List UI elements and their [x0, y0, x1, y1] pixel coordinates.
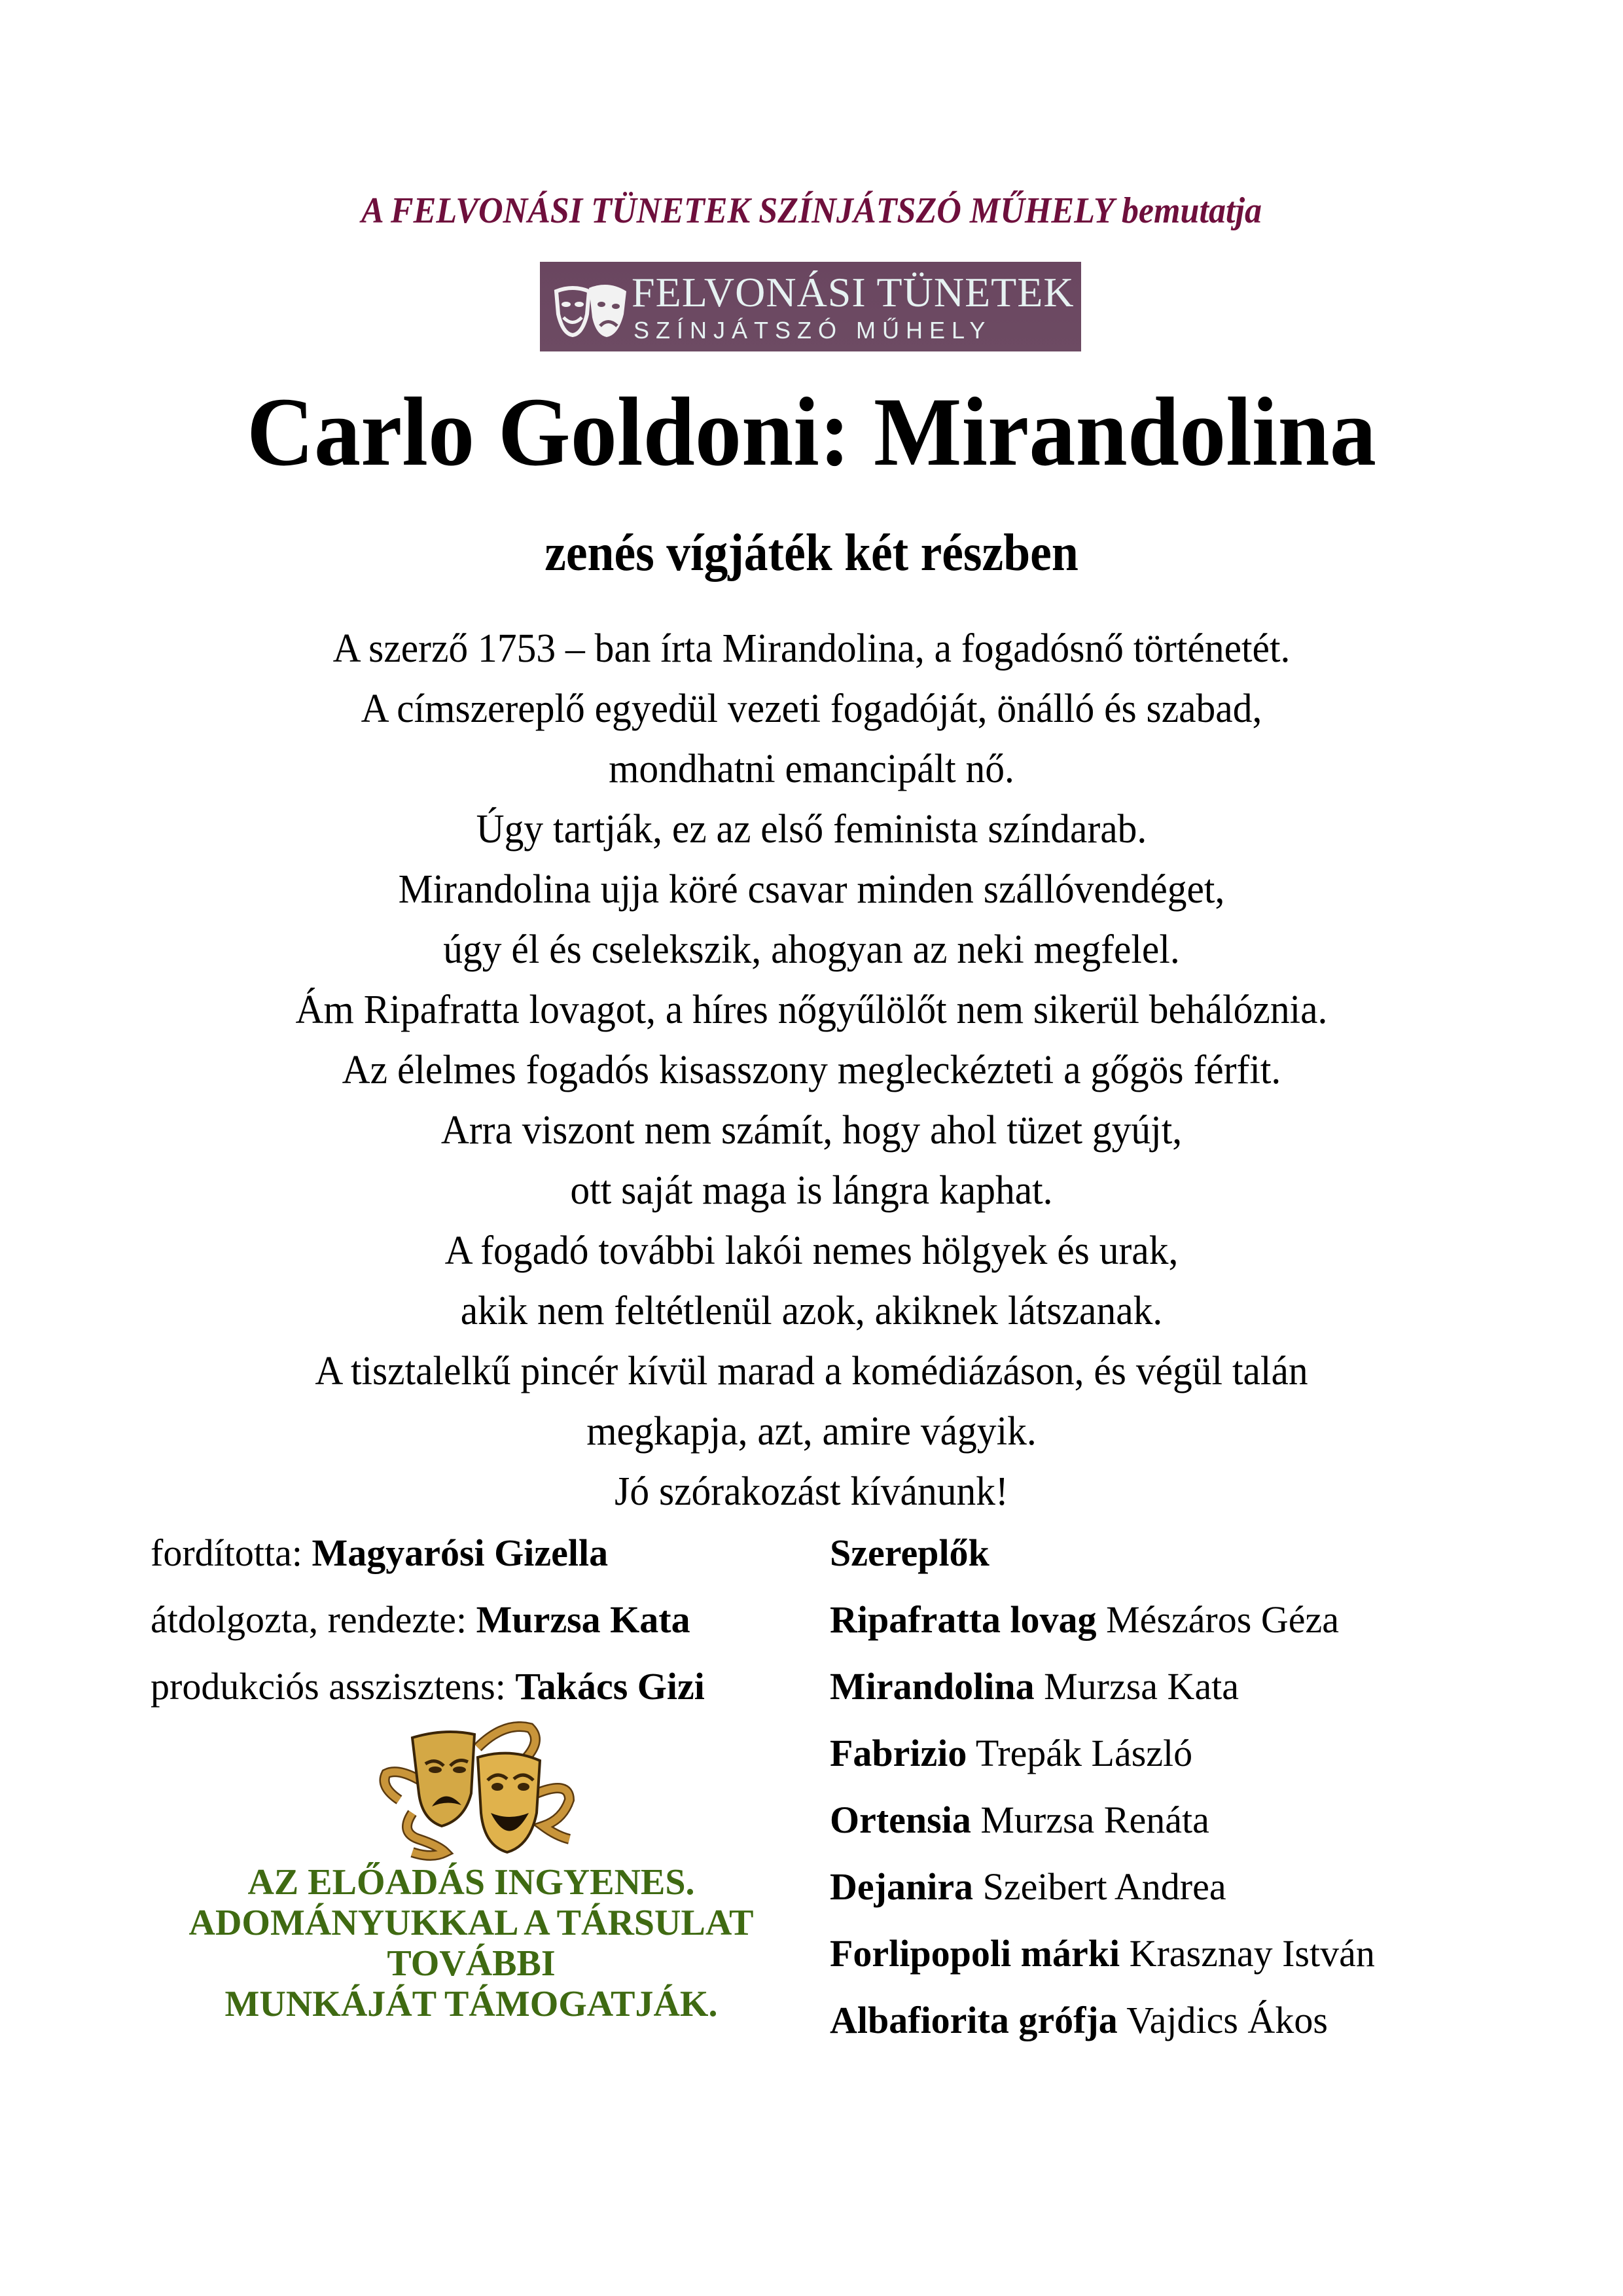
synopsis-line: megkapja, azt, amire vágyik.	[586, 1409, 1037, 1454]
synopsis-line: Úgy tartják, ez az első feminista színdarab.	[476, 807, 1147, 852]
credit-name: Magyarósi Gizella	[312, 1532, 609, 1574]
synopsis-line: Mirandolina ujja köré csavar minden szállóvendéget,	[398, 867, 1225, 912]
credits	[151, 1520, 705, 1720]
credit-row	[151, 1653, 705, 1720]
cast-actor: Mészáros Géza	[1106, 1598, 1339, 1641]
note-line: AZ ELŐADÁS INGYENES.	[247, 1862, 695, 1903]
cast-character: Dejanira	[830, 1865, 974, 1908]
cast-character: Forlipopoli márki	[830, 1932, 1120, 1975]
credit-row	[151, 1587, 705, 1653]
synopsis-line: Az élelmes fogadós kisasszony megleckézteti a gőgös férfit.	[342, 1048, 1281, 1092]
synopsis-line: A fogadó további lakói nemes hölgyek és urak,	[444, 1229, 1179, 1273]
logo-title: FELVONÁSI TÜNETEK	[632, 269, 1075, 315]
credit-role: átdolgozta, rendezte:	[151, 1598, 467, 1641]
logo-subtitle: SZÍNJÁTSZÓ MŰHELY	[633, 317, 992, 344]
credit-row	[151, 1520, 705, 1587]
synopsis-line: úgy él és cselekszik, ahogyan az neki megfelel.	[443, 927, 1180, 972]
cast-actor: Trepák László	[975, 1732, 1193, 1774]
cast-character: Mirandolina	[830, 1665, 1035, 1708]
synopsis-line: Arra viszont nem számít, hogy ahol tüzet gyújt,	[440, 1108, 1183, 1153]
cast-row	[830, 1854, 1375, 1920]
synopsis	[0, 619, 1623, 1522]
theater-masks-icon	[553, 281, 632, 340]
cast-character: Fabrizio	[830, 1732, 967, 1774]
cast-actor: Murzsa Kata	[1044, 1665, 1240, 1708]
free-admission-note	[144, 1862, 798, 2024]
credit-name: Murzsa Kata	[476, 1598, 690, 1641]
note-line: TOVÁBBI	[387, 1943, 556, 1984]
cast-row	[830, 1720, 1375, 1787]
cast-character: Ripafratta lovag	[830, 1598, 1097, 1641]
synopsis-line: Jó szórakozást kívánunk!	[615, 1469, 1008, 1514]
synopsis-line: Ám Ripafratta lovagot, a híres nőgyűlölőt nem sikerül behálóznia.	[295, 988, 1328, 1032]
synopsis-line: A címszereplő egyedül vezeti fogadóját, önálló és szabad,	[361, 687, 1262, 731]
note-line: ADOMÁNYUKKAL A TÁRSULAT	[188, 1903, 754, 1943]
play-title: Carlo Goldoni: Mirandolina	[246, 378, 1377, 486]
cast-actor: Murzsa Renáta	[980, 1799, 1209, 1841]
cast-character: Ortensia	[830, 1799, 971, 1841]
credit-role: fordította:	[151, 1532, 302, 1574]
cast-list	[830, 1520, 1375, 2054]
cast-heading: Szereplők	[830, 1532, 990, 1574]
cast-row	[830, 1587, 1375, 1653]
note-line: MUNKÁJÁT TÁMOGATJÁK.	[224, 1984, 718, 2024]
synopsis-line: akik nem feltétlenül azok, akiknek látszanak.	[460, 1289, 1163, 1333]
synopsis-line: mondhatni emancipált nő.	[609, 747, 1014, 791]
cast-row	[830, 1653, 1375, 1720]
presenter-line: A FELVONÁSI TÜNETEK SZÍNJÁTSZÓ MŰHELY bemutatja	[361, 190, 1262, 231]
synopsis-line: ott saját maga is lángra kaphat.	[570, 1168, 1053, 1213]
play-subtitle: zenés vígjáték két részben	[544, 524, 1079, 582]
cast-row	[830, 1787, 1375, 1854]
cast-row	[830, 1987, 1375, 2054]
credit-role: produkciós asszisztens:	[151, 1665, 506, 1708]
cast-actor: Vajdics Ákos	[1126, 1999, 1328, 2041]
cast-actor: Krasznay István	[1129, 1932, 1375, 1975]
troupe-logo	[540, 262, 1081, 351]
synopsis-line: A tisztalelkű pincér kívül marad a komédiázáson, és végül talán	[315, 1349, 1308, 1393]
comedy-tragedy-masks-icon	[373, 1721, 596, 1865]
cast-row	[830, 1920, 1375, 1987]
credit-name: Takács Gizi	[515, 1665, 705, 1708]
synopsis-line: A szerző 1753 – ban írta Mirandolina, a fogadósnő történetét.	[332, 626, 1291, 671]
cast-character: Albafiorita grófja	[830, 1999, 1118, 2041]
cast-actor: Szeibert Andrea	[982, 1865, 1226, 1908]
